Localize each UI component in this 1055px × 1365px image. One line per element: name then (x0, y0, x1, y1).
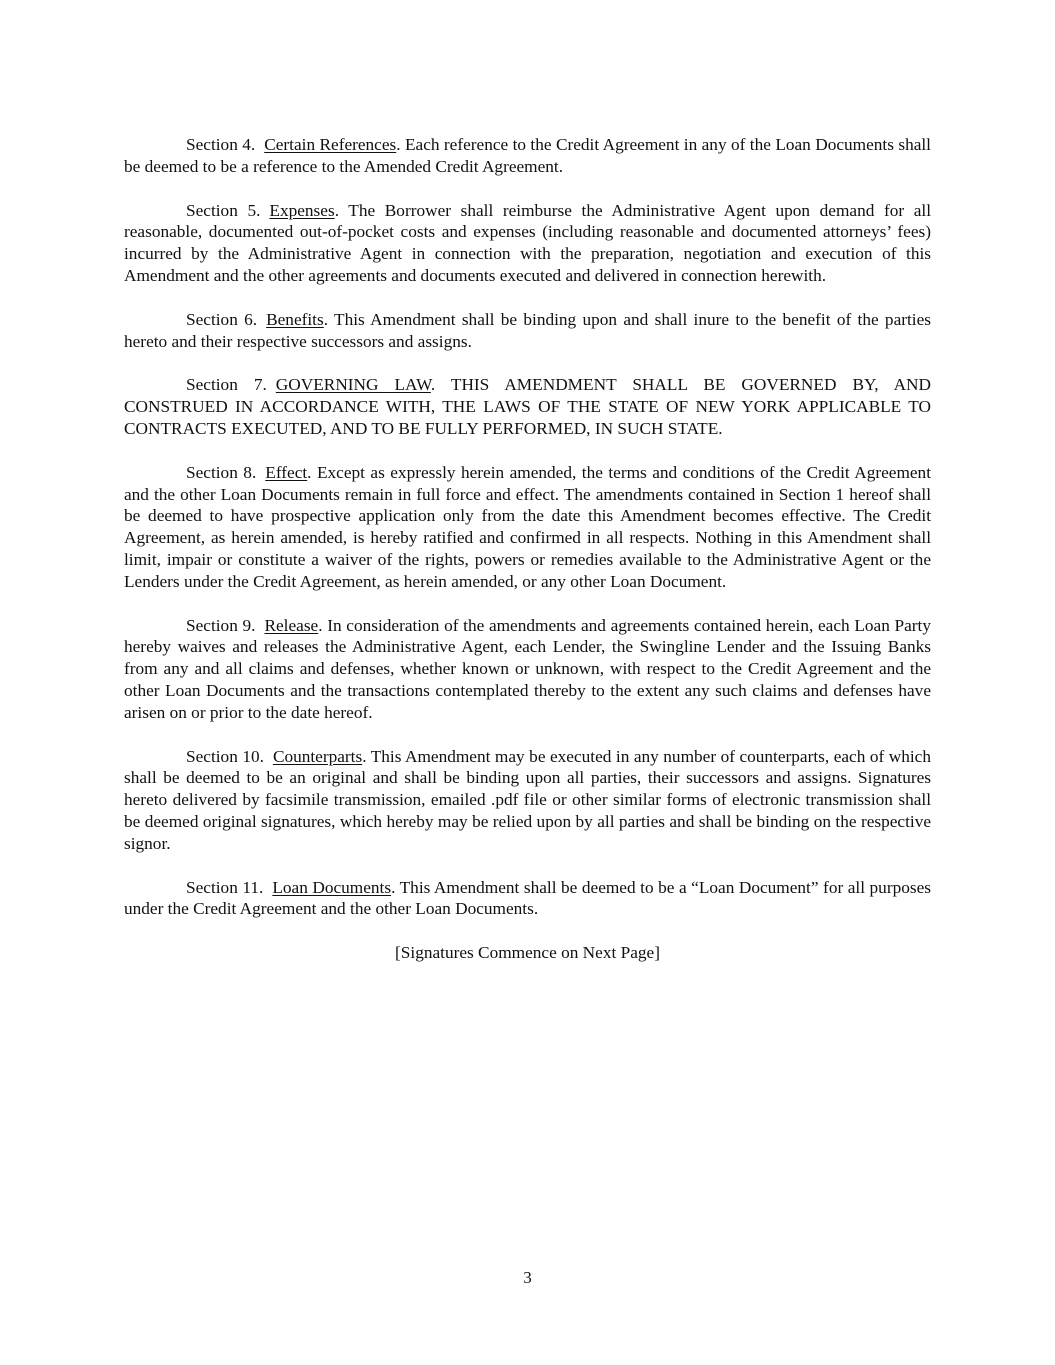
section-heading: Counterparts (272, 746, 363, 766)
section-number: Section 7. (186, 375, 267, 395)
section-number: Section 4. (186, 135, 256, 154)
section-7 (124, 374, 931, 439)
section-6 (124, 309, 931, 353)
section-9 (124, 615, 931, 724)
section-number: Section 5. (186, 200, 261, 220)
section-10 (124, 746, 931, 855)
section-number: Section 6. (186, 309, 258, 329)
section-heading: Expenses (269, 200, 335, 220)
section-text: . This Amendment shall be binding upon and shall inure to the benefit of the parties hereto and their respective successors and assigns. (124, 309, 931, 351)
section-4 (124, 134, 931, 178)
signatures-note: [Signatures Commence on Next Page] (395, 943, 660, 963)
section-number: Section 8. (186, 462, 257, 482)
section-heading: Effect (265, 462, 308, 482)
section-heading: Loan Documents (272, 877, 392, 897)
section-number: Section 11. (186, 877, 264, 897)
page-number: 3 (523, 1268, 532, 1287)
section-11 (124, 877, 931, 921)
section-text: . The Borrower shall reimburse the Administrative Agent upon demand for all reasonable, documented out-of-pocket costs and expenses (including reasonable and documented attorneys’ fees) incurred by the Administrative Agent in connection with the preparation, negotiation and execution of this Amendment and the other agreements and documents executed and delivered in connection herewith. (124, 200, 931, 285)
section-5 (124, 200, 931, 287)
section-heading: Release (264, 615, 319, 635)
section-text: . In consideration of the amendments and agreements contained herein, each Loan Party hereby waives and releases the Administrative Agent, each Lender, the Swingline Lender and the Issuing Banks from any and all claims and defenses, whether known or unknown, with respect to the Credit Agreement and the other Loan Documents and the transactions contemplated thereby to the extent any such claims and defenses have arisen on or prior to the date hereof. (124, 615, 931, 722)
document-body (124, 134, 931, 964)
section-text: . THIS AMENDMENT SHALL BE GOVERNED BY, AND CONSTRUED IN ACCORDANCE WITH, THE LAWS OF THE STATE OF NEW YORK APPLICABLE TO CONTRACTS EXECUTED, AND TO BE FULLY PERFORMED, IN SUCH STATE. (124, 375, 932, 438)
section-heading: Benefits (266, 309, 324, 329)
section-number: Section 10. (186, 746, 264, 766)
section-text: . Except as expressly herein amended, the terms and conditions of the Credit Agreement and the other Loan Documents remain in full force and effect. The amendments contained in Section 1 hereof shall be deemed to have prospective application only from the date this Amendment becomes effective. The Credit Agreement, as herein amended, is hereby ratified and confirmed in all respects. Nothing in this Amendment shall limit, impair or constitute a waiver of the rights, powers or remedies available to the Administrative Agent or the Lenders under the Credit Agreement, as herein amended, or any other Loan Document. (124, 462, 931, 591)
section-text: . This Amendment shall be deemed to be a “Loan Document” for all purposes under the Credit Agreement and the other Loan Documents. (124, 877, 931, 919)
section-text: . This Amendment may be executed in any number of counterparts, each of which shall be deemed to be an original and shall be binding upon all parties, their successors and assigns. Signatures hereto delivered by facsimile transmission, emailed .pdf file or other similar forms of electronic transmission shall be deemed original signatures, which hereby may be relied upon by all parties and shall be binding on the respective signor. (124, 746, 931, 853)
section-text: . Each reference to the Credit Agreement in any of the Loan Documents shall be deemed to be a reference to the Amended Credit Agreement. (124, 135, 931, 176)
section-number: Section 9. (186, 615, 256, 635)
section-heading: GOVERNING LAW (275, 375, 431, 395)
section-heading: Certain References (264, 135, 397, 154)
section-8 (124, 462, 931, 593)
